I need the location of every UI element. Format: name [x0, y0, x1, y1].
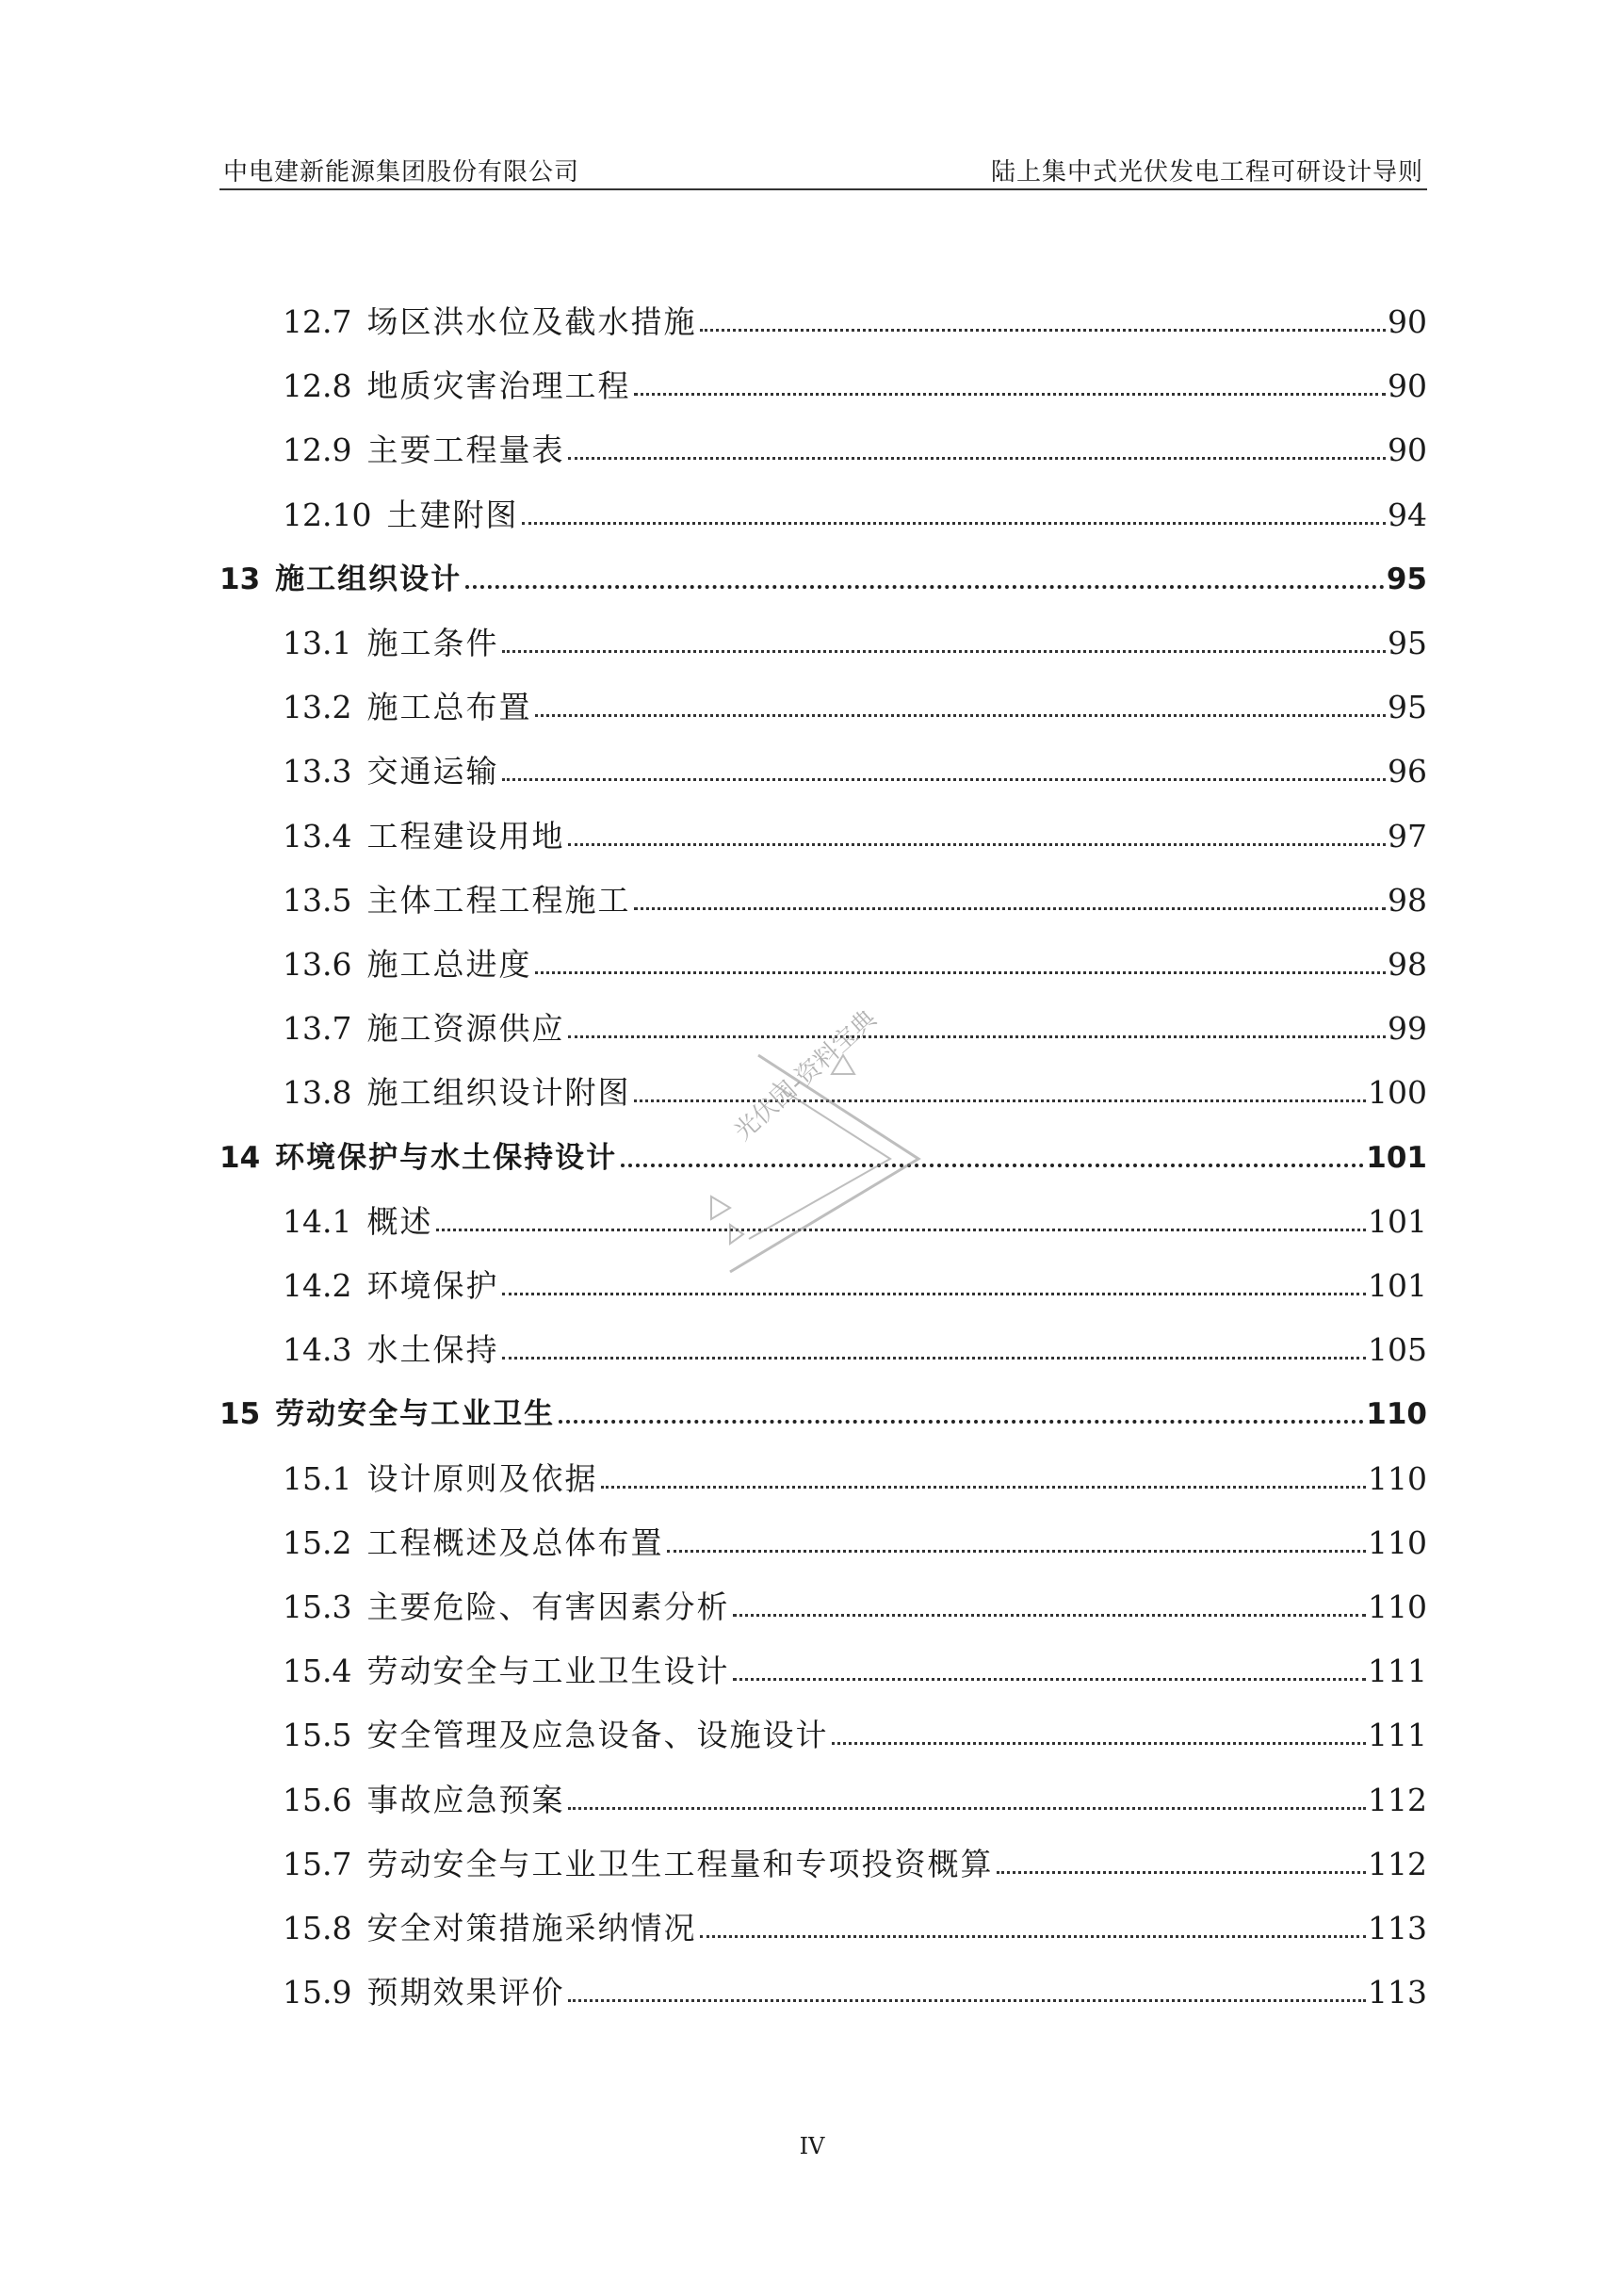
toc-entry-title: 主要危险、有害因素分析 — [366, 1588, 730, 1625]
toc-entry-title: 交通运输 — [366, 753, 499, 790]
toc-entry-page-number: 101 — [1368, 1202, 1427, 1240]
toc-entry-title: 事故应急预案 — [366, 1781, 565, 1818]
toc-entry-title: 环境保护 — [366, 1267, 499, 1304]
toc-entry-title: 施工总布置 — [366, 689, 532, 726]
toc-entry-title: 施工组织设计 — [275, 562, 463, 596]
toc-entry-title: 施工总进度 — [366, 946, 532, 983]
toc-entry-page-number: 110 — [1368, 1588, 1427, 1625]
toc-dot-leader — [601, 1486, 1366, 1489]
toc-section-entry[interactable] — [0, 865, 1427, 921]
toc-entry-number: 13.2 — [283, 689, 352, 726]
toc-entry-title: 施工资源供应 — [366, 1010, 565, 1048]
toc-entry-page-number: 113 — [1368, 1974, 1427, 2011]
toc-entry-page-number: 90 — [1388, 432, 1427, 469]
toc-entry-number: 15.1 — [283, 1459, 352, 1497]
toc-entry-title: 预期效果评价 — [366, 1974, 565, 2011]
toc-entry-page-number: 98 — [1388, 946, 1427, 983]
toc-entry-number: 13.5 — [283, 881, 352, 919]
toc-entry-number: 12.7 — [283, 303, 352, 340]
toc-entry-page-number: 95 — [1388, 625, 1427, 661]
toc-section-entry[interactable] — [0, 1507, 1427, 1564]
toc-entry-page-number: 110 — [1366, 1397, 1427, 1432]
toc-entry-title: 劳动安全与工业卫生 — [275, 1397, 556, 1432]
toc-entry-number: 13.8 — [283, 1074, 352, 1112]
toc-entry-title: 主要工程量表 — [366, 432, 565, 469]
toc-dot-leader — [634, 393, 1386, 396]
toc-dot-leader — [568, 1035, 1386, 1038]
toc-dot-leader — [502, 778, 1386, 781]
toc-dot-leader — [621, 1164, 1364, 1167]
toc-entry-page-number: 95 — [1386, 562, 1427, 596]
toc-entry-page-number: 105 — [1368, 1331, 1427, 1369]
toc-entry-title: 施工条件 — [366, 625, 499, 661]
toc-entry-number: 14.1 — [283, 1202, 352, 1240]
toc-entry-page-number: 112 — [1368, 1845, 1427, 1882]
toc-section-entry[interactable] — [0, 1314, 1427, 1371]
toc-entry-title: 劳动安全与工业卫生设计 — [366, 1653, 730, 1690]
toc-entry-number: 15.7 — [283, 1845, 352, 1882]
toc-entry-number: 13.4 — [283, 817, 352, 855]
toc-entry-title: 工程建设用地 — [366, 817, 565, 855]
toc-entry-number: 12.8 — [283, 367, 352, 405]
toc-entry-title: 环境保护与水土保持设计 — [275, 1140, 618, 1175]
toc-section-entry[interactable] — [0, 1443, 1427, 1500]
toc-dot-leader — [733, 1678, 1366, 1681]
header-company-name: 中电建新能源集团股份有限公司 — [223, 158, 580, 187]
toc-section-entry[interactable] — [0, 1957, 1427, 2013]
toc-dot-leader — [535, 971, 1386, 974]
toc-dot-leader — [502, 1293, 1366, 1295]
toc-dot-leader — [667, 1550, 1366, 1553]
toc-entry-page-number: 112 — [1368, 1781, 1427, 1818]
toc-dot-leader — [997, 1871, 1366, 1874]
toc-entry-number: 12.10 — [283, 496, 372, 533]
toc-dot-leader — [559, 1420, 1364, 1424]
toc-entry-title: 主体工程工程施工 — [366, 881, 631, 919]
toc-dot-leader — [634, 1099, 1366, 1102]
toc-section-entry[interactable] — [0, 1829, 1427, 1885]
toc-entry-number: 14.3 — [283, 1331, 352, 1369]
toc-dot-leader — [465, 585, 1385, 589]
toc-dot-leader — [502, 650, 1386, 653]
toc-entry-title: 施工组织设计附图 — [366, 1074, 631, 1112]
toc-entry-page-number: 101 — [1366, 1140, 1427, 1175]
toc-entry-number: 15.4 — [283, 1653, 352, 1690]
toc-section-entry[interactable] — [0, 801, 1427, 857]
toc-entry-page-number: 101 — [1368, 1267, 1427, 1304]
toc-dot-leader — [634, 907, 1386, 910]
toc-entry-number: 13 — [219, 562, 261, 596]
toc-entry-page-number: 90 — [1388, 367, 1427, 405]
toc-entry-number: 15.3 — [283, 1588, 352, 1625]
toc-section-entry[interactable] — [0, 1186, 1427, 1243]
toc-section-entry[interactable] — [0, 929, 1427, 985]
toc-entry-title: 地质灾害治理工程 — [366, 367, 631, 405]
toc-entry-page-number: 99 — [1388, 1010, 1427, 1048]
toc-entry-number: 15 — [219, 1397, 261, 1432]
toc-section-entry[interactable] — [0, 736, 1427, 792]
toc-dot-leader — [832, 1742, 1366, 1745]
header-document-title: 陆上集中式光伏发电工程可研设计导则 — [990, 158, 1423, 187]
toc-entry-number: 15.5 — [283, 1717, 352, 1754]
toc-dot-leader — [700, 1935, 1366, 1938]
toc-dot-leader — [436, 1229, 1366, 1231]
toc-entry-number: 15.8 — [283, 1910, 352, 1946]
toc-dot-leader — [568, 1807, 1366, 1810]
toc-dot-leader — [568, 1999, 1366, 2002]
toc-entry-title: 安全管理及应急设备、设施设计 — [366, 1717, 829, 1754]
toc-entry-title: 劳动安全与工业卫生工程量和专项投资概算 — [366, 1845, 994, 1882]
toc-entry-page-number: 96 — [1388, 753, 1427, 790]
toc-entry-page-number: 110 — [1368, 1523, 1427, 1561]
toc-entry-number: 15.9 — [283, 1974, 352, 2011]
toc-entry-page-number: 100 — [1368, 1074, 1427, 1112]
toc-entry-number: 15.6 — [283, 1781, 352, 1818]
toc-section-entry[interactable] — [0, 1250, 1427, 1307]
toc-entry-number: 15.2 — [283, 1523, 352, 1561]
toc-dot-leader — [535, 714, 1386, 717]
running-header — [219, 151, 1427, 190]
toc-dot-leader — [568, 457, 1386, 460]
toc-section-entry[interactable] — [0, 1765, 1427, 1821]
toc-entry-title: 设计原则及依据 — [366, 1459, 598, 1497]
toc-dot-leader — [502, 1357, 1366, 1360]
toc-entry-page-number: 95 — [1388, 689, 1427, 726]
toc-section-entry[interactable] — [0, 350, 1427, 407]
toc-section-entry[interactable] — [0, 480, 1427, 536]
toc-entry-number: 14 — [219, 1140, 261, 1175]
toc-entry-title: 土建附图 — [386, 496, 519, 533]
toc-section-entry[interactable] — [0, 672, 1427, 728]
toc-chapter-entry[interactable] — [0, 1378, 1427, 1435]
toc-section-entry[interactable] — [0, 1700, 1427, 1756]
toc-section-entry[interactable] — [0, 993, 1427, 1050]
toc-entry-page-number: 111 — [1368, 1717, 1427, 1754]
toc-entry-title: 场区洪水位及截水措施 — [366, 303, 697, 340]
toc-entry-number: 14.2 — [283, 1267, 352, 1304]
toc-section-entry[interactable] — [0, 1636, 1427, 1692]
toc-section-entry[interactable] — [0, 608, 1427, 664]
toc-entry-page-number: 97 — [1388, 817, 1427, 855]
toc-chapter-entry[interactable] — [0, 544, 1427, 600]
toc-entry-number: 13.1 — [283, 625, 352, 661]
toc-entry-number: 12.9 — [283, 432, 352, 469]
toc-section-entry[interactable] — [0, 286, 1427, 343]
toc-entry-title: 概述 — [366, 1202, 433, 1240]
toc-dot-leader — [733, 1614, 1366, 1617]
toc-entry-page-number: 110 — [1368, 1459, 1427, 1497]
toc-entry-number: 13.3 — [283, 753, 352, 790]
toc-section-entry[interactable] — [0, 1893, 1427, 1949]
toc-entry-page-number: 98 — [1388, 881, 1427, 919]
toc-entry-title: 工程概述及总体布置 — [366, 1523, 664, 1561]
toc-dot-leader — [522, 522, 1386, 525]
toc-chapter-entry[interactable] — [0, 1122, 1427, 1179]
page-number: IV — [799, 2133, 825, 2159]
toc-dot-leader — [700, 329, 1386, 332]
toc-entry-page-number: 90 — [1388, 303, 1427, 340]
toc-entry-title: 水土保持 — [366, 1331, 499, 1369]
watermark-text: 光伏园-资料宝典 — [729, 1004, 883, 1147]
toc-entry-page-number: 113 — [1368, 1910, 1427, 1946]
toc-entry-page-number: 111 — [1368, 1653, 1427, 1690]
toc-section-entry[interactable] — [0, 1057, 1427, 1114]
toc-dot-leader — [568, 843, 1386, 846]
toc-entry-title: 安全对策措施采纳情况 — [366, 1910, 697, 1946]
toc-entry-number: 13.6 — [283, 946, 352, 983]
toc-section-entry[interactable] — [0, 1571, 1427, 1628]
toc-section-entry[interactable] — [0, 415, 1427, 471]
toc-entry-number: 13.7 — [283, 1010, 352, 1048]
toc-entry-page-number: 94 — [1388, 496, 1427, 533]
